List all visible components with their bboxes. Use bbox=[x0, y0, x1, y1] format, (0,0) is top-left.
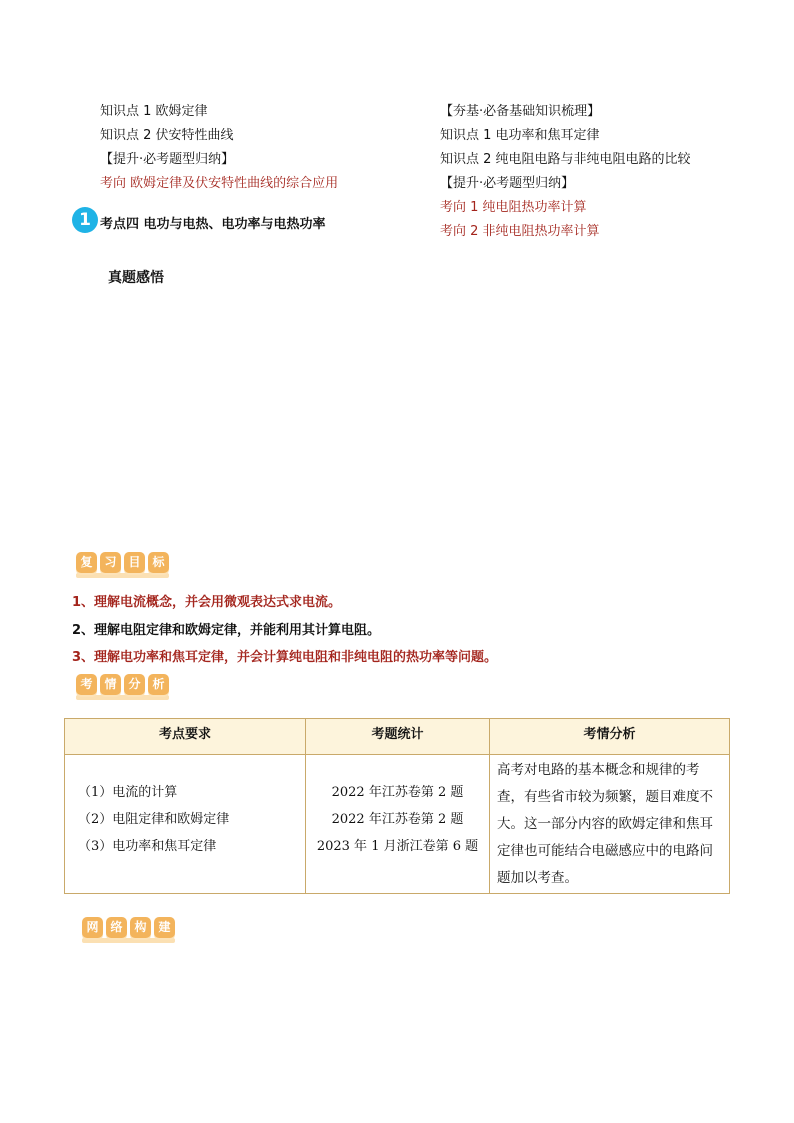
analysis-cell bbox=[490, 755, 730, 894]
review-goal-1 bbox=[72, 591, 341, 610]
badge-char: 建 bbox=[154, 917, 175, 938]
table-row bbox=[65, 755, 730, 894]
goal-number: 2、 bbox=[72, 623, 95, 638]
real-question-heading: 真题感悟 bbox=[108, 270, 164, 286]
badge-char: 析 bbox=[148, 674, 169, 695]
badge-char: 复 bbox=[76, 552, 97, 573]
toc-right-item-1[interactable]: 【夯基·必备基础知识梳理】 bbox=[440, 104, 601, 119]
network-badge bbox=[82, 915, 175, 941]
toc-right-item-2[interactable]: 知识点 1 电功率和焦耳定律 bbox=[440, 128, 600, 143]
toc-left-item-3[interactable]: 【提升·必考题型归纳】 bbox=[100, 152, 235, 167]
section-title[interactable]: 考点四 电功与电热、电功率与电热功率 bbox=[100, 217, 326, 232]
toc-left-item-1[interactable]: 知识点 1 欧姆定律 bbox=[100, 104, 208, 119]
toc-right-item-3[interactable]: 知识点 2 纯电阻电路与非纯电阻电路的比较 bbox=[440, 152, 691, 167]
badge-char: 构 bbox=[130, 917, 151, 938]
goal-number: 1、 bbox=[72, 595, 95, 610]
badge-char: 习 bbox=[100, 552, 121, 573]
toc-right-item-5[interactable]: 考向 1 纯电阻热功率计算 bbox=[440, 200, 587, 215]
toc-left-item-4[interactable]: 考向 欧姆定律及伏安特性曲线的综合应用 bbox=[100, 176, 339, 191]
badge-char: 网 bbox=[82, 917, 103, 938]
analysis-text: 高考对电路的基本概念和规律的考查，有些省市较为频繁，题目难度不大。这一部分内容的欧姆定律和焦耳定律也可能结合电磁感应中的电路问题加以考查。 bbox=[497, 761, 713, 886]
requirement-item: （1）电流的计算 bbox=[78, 784, 178, 800]
stat-item: 2023 年 1 月浙江卷第 6 题 bbox=[316, 838, 479, 854]
stat-item: 2022 年江苏卷第 2 题 bbox=[331, 784, 464, 800]
analysis-badge bbox=[76, 672, 169, 698]
stats-cell bbox=[306, 755, 490, 894]
review-goal-3 bbox=[72, 646, 497, 665]
badge-char: 目 bbox=[124, 552, 145, 573]
goal-text: 理解电阻定律和欧姆定律，并能利用其计算电阻。 bbox=[94, 623, 381, 638]
badge-char: 情 bbox=[100, 674, 121, 695]
analysis-table bbox=[64, 718, 730, 894]
badge-char: 考 bbox=[76, 674, 97, 695]
badge-char: 标 bbox=[148, 552, 169, 573]
header-stats: 考题统计 bbox=[306, 719, 490, 755]
toc-right-item-6[interactable]: 考向 2 非纯电阻热功率计算 bbox=[440, 224, 600, 239]
goal-text: 理解电功率和焦耳定律，并会计算纯电阻和非纯电阻的热功率等问题。 bbox=[94, 650, 498, 665]
goal-text: 理解电流概念，并会用微观表达式求电流。 bbox=[94, 595, 342, 610]
header-requirements: 考点要求 bbox=[65, 719, 306, 755]
toc-right-item-4[interactable]: 【提升·必考题型归纳】 bbox=[440, 176, 575, 191]
badge-char: 络 bbox=[106, 917, 127, 938]
toc-left-item-2[interactable]: 知识点 2 伏安特性曲线 bbox=[100, 128, 234, 143]
stat-item: 2022 年江苏卷第 2 题 bbox=[331, 811, 464, 827]
review-goals-badge bbox=[76, 550, 169, 576]
section-number-badge: 1 bbox=[72, 207, 98, 233]
header-analysis: 考情分析 bbox=[490, 719, 730, 755]
requirement-item: （3）电功率和焦耳定律 bbox=[78, 838, 217, 854]
badge-char: 分 bbox=[124, 674, 145, 695]
table-header-row bbox=[65, 719, 730, 755]
requirement-item: （2）电阻定律和欧姆定律 bbox=[78, 811, 230, 827]
review-goal-2 bbox=[72, 619, 380, 638]
requirements-cell bbox=[65, 755, 306, 894]
goal-number: 3、 bbox=[72, 650, 95, 665]
